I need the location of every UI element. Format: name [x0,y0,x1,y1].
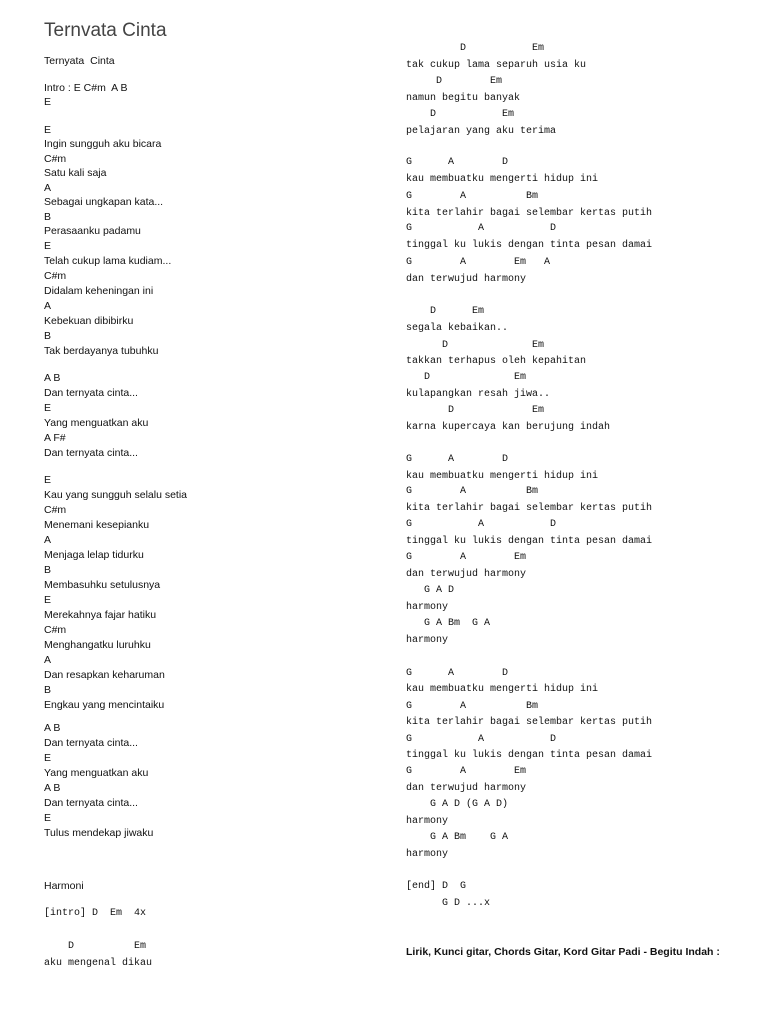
lyric-line: Yang menguatkan aku [44,767,149,779]
lyric-line: E [44,96,52,108]
lyric-line: Ternyata Cinta [44,55,115,67]
chord-lyric-line: tinggal ku lukis dengan tinta pesan damai [406,750,653,761]
lyric-line: Telah cukup lama kudiam... [44,255,172,267]
lyric-line: Dan ternyata cinta... [44,387,138,399]
chord-lyric-line: kau membuatku mengerti hidup ini [406,684,599,695]
chord-lyric-line: G A D [406,223,557,234]
lyric-line: A [44,300,52,312]
chord-lyric-line: D Em [406,405,545,416]
chord-lyric-line: takkan terhapus oleh kepahitan [406,356,587,367]
chord-lyric-line: kulapangkan resah jiwa.. [406,389,551,400]
lyric-line: E [44,402,52,414]
chord-lyric-line: G A D [406,157,509,168]
chord-lyric-line: G A Bm [406,486,539,497]
lyric-line: E [44,752,52,764]
lyric-line: Dan ternyata cinta... [44,737,138,749]
lyric-line: A [44,534,52,546]
chord-lyric-line: kita terlahir bagai selembar kertas putih [406,717,653,728]
chord-lyric-line: D Em [406,76,503,87]
lyric-line: Sebagai ungkapan kata... [44,196,164,208]
lyric-line: C#m [44,624,67,636]
chord-lyric-line: dan terwujud harmony [406,569,527,580]
chord-lyric-line: karna kupercaya kan berujung indah [406,422,611,433]
lyric-line: Kau yang sungguh selalu setia [44,489,188,501]
chord-lyric-line: harmony [406,849,449,860]
chord-lyric-line: tinggal ku lukis dengan tinta pesan damai [406,536,653,547]
chord-lyric-line: G A D [406,668,509,679]
chord-lyric-line: pelajaran yang aku terima [406,126,557,137]
lyric-line: Menjaga lelap tidurku [44,549,144,561]
chord-lyric-line: dan terwujud harmony [406,274,527,285]
lyric-line: Harmoni [44,880,84,892]
chord-lyric-line: G A Bm G A [406,618,491,629]
chord-lyric-line: D Em [406,372,527,383]
chord-lyric-line: D Em [406,340,545,351]
chord-lyric-line: G A D [406,454,509,465]
lyric-line: Membasuhku setulusnya [44,579,161,591]
lyric-line: Satu kali saja [44,167,107,179]
chord-lyric-line: G A Bm G A [406,832,509,843]
lyric-line: Kebekuan dibibirku [44,315,134,327]
lyric-line: Yang menguatkan aku [44,417,149,429]
chord-lyric-line: G A D (G A D) [406,799,509,810]
chord-lyric-line: D Em [406,306,485,317]
lyric-line: Dan resapkan keharuman [44,669,165,681]
chord-lyric-line: D Em [406,43,545,54]
chord-lyric-line: G A Em [406,766,527,777]
chord-lyric-line: G A Em A [406,257,551,268]
lyric-line: B [44,211,52,223]
lyric-line: C#m [44,270,67,282]
chord-lyric-line: G A Bm [406,191,539,202]
lyric-line: Tulus mendekap jiwaku [44,827,154,839]
lyric-line: Didalam keheningan ini [44,285,154,297]
lyric-line: E [44,124,52,136]
chord-lyric-line: segala kebaikan.. [406,323,509,334]
lyric-line: C#m [44,153,67,165]
lyric-line: A B [44,722,61,734]
chord-lyric-line: kita terlahir bagai selembar kertas putih [406,503,653,514]
lyric-line: A B [44,372,61,384]
lyric-line: B [44,564,52,576]
lyric-line: Tak berdayanya tubuhku [44,345,159,357]
lyric-line: Perasaanku padamu [44,225,141,237]
chord-lyric-line: kita terlahir bagai selembar kertas putih [406,208,653,219]
lyric-line: A B [44,782,61,794]
lyric-line: Merekahnya fajar hatiku [44,609,157,621]
chord-lyric-line: [end] D G [406,881,467,892]
chord-lyric-line: kau membuatku mengerti hidup ini [406,471,599,482]
chord-lyric-line: kau membuatku mengerti hidup ini [406,174,599,185]
chord-lyric-line: harmony [406,635,449,646]
lyric-line: E [44,812,52,824]
lyric-line: Dan ternyata cinta... [44,447,138,459]
chord-lyric-line: tak cukup lama separuh usia ku [406,60,587,71]
footer-credit: Lirik, Kunci gitar, Chords Gitar, Kord Gitar Padi - Begitu Indah : [406,946,720,958]
chord-lyric-line: G A D [406,734,557,745]
chord-line: aku mengenal dikau [44,958,153,969]
chord-lyric-line: G A D [406,519,557,530]
lyric-line: Menemani kesepianku [44,519,150,531]
lyric-line: E [44,240,52,252]
chord-lyric-line: G A D [406,585,455,596]
lyric-line: Dan ternyata cinta... [44,797,138,809]
lyric-line: A [44,654,52,666]
chord-lyric-line: namun begitu banyak [406,93,521,104]
lyric-line: B [44,684,52,696]
lyric-line: A F# [44,432,66,444]
chord-lyric-line: G D ...x [406,898,491,909]
chord-line: D Em [44,941,147,952]
lyric-line: E [44,474,52,486]
lyric-line: B [44,330,52,342]
chord-lyric-line: tinggal ku lukis dengan tinta pesan damai [406,240,653,251]
lyric-line: C#m [44,504,67,516]
chord-lyric-line: D Em [406,109,515,120]
chord-lyric-line: G A Bm [406,701,539,712]
lyric-line: E [44,594,52,606]
chord-lyric-line: harmony [406,602,449,613]
lyric-line: Intro : E C#m A B [44,82,128,94]
chord-line: [intro] D Em 4x [44,908,147,919]
chord-lyric-line: dan terwujud harmony [406,783,527,794]
lyric-line: Engkau yang mencintaiku [44,699,165,711]
lyric-line: Menghangatku luruhku [44,639,151,651]
document-title: Ternvata Cinta [44,20,167,41]
lyric-line: A [44,182,52,194]
chord-lyric-line: G A Em [406,552,527,563]
chord-lyric-line: harmony [406,816,449,827]
lyric-line: Ingin sungguh aku bicara [44,138,162,150]
